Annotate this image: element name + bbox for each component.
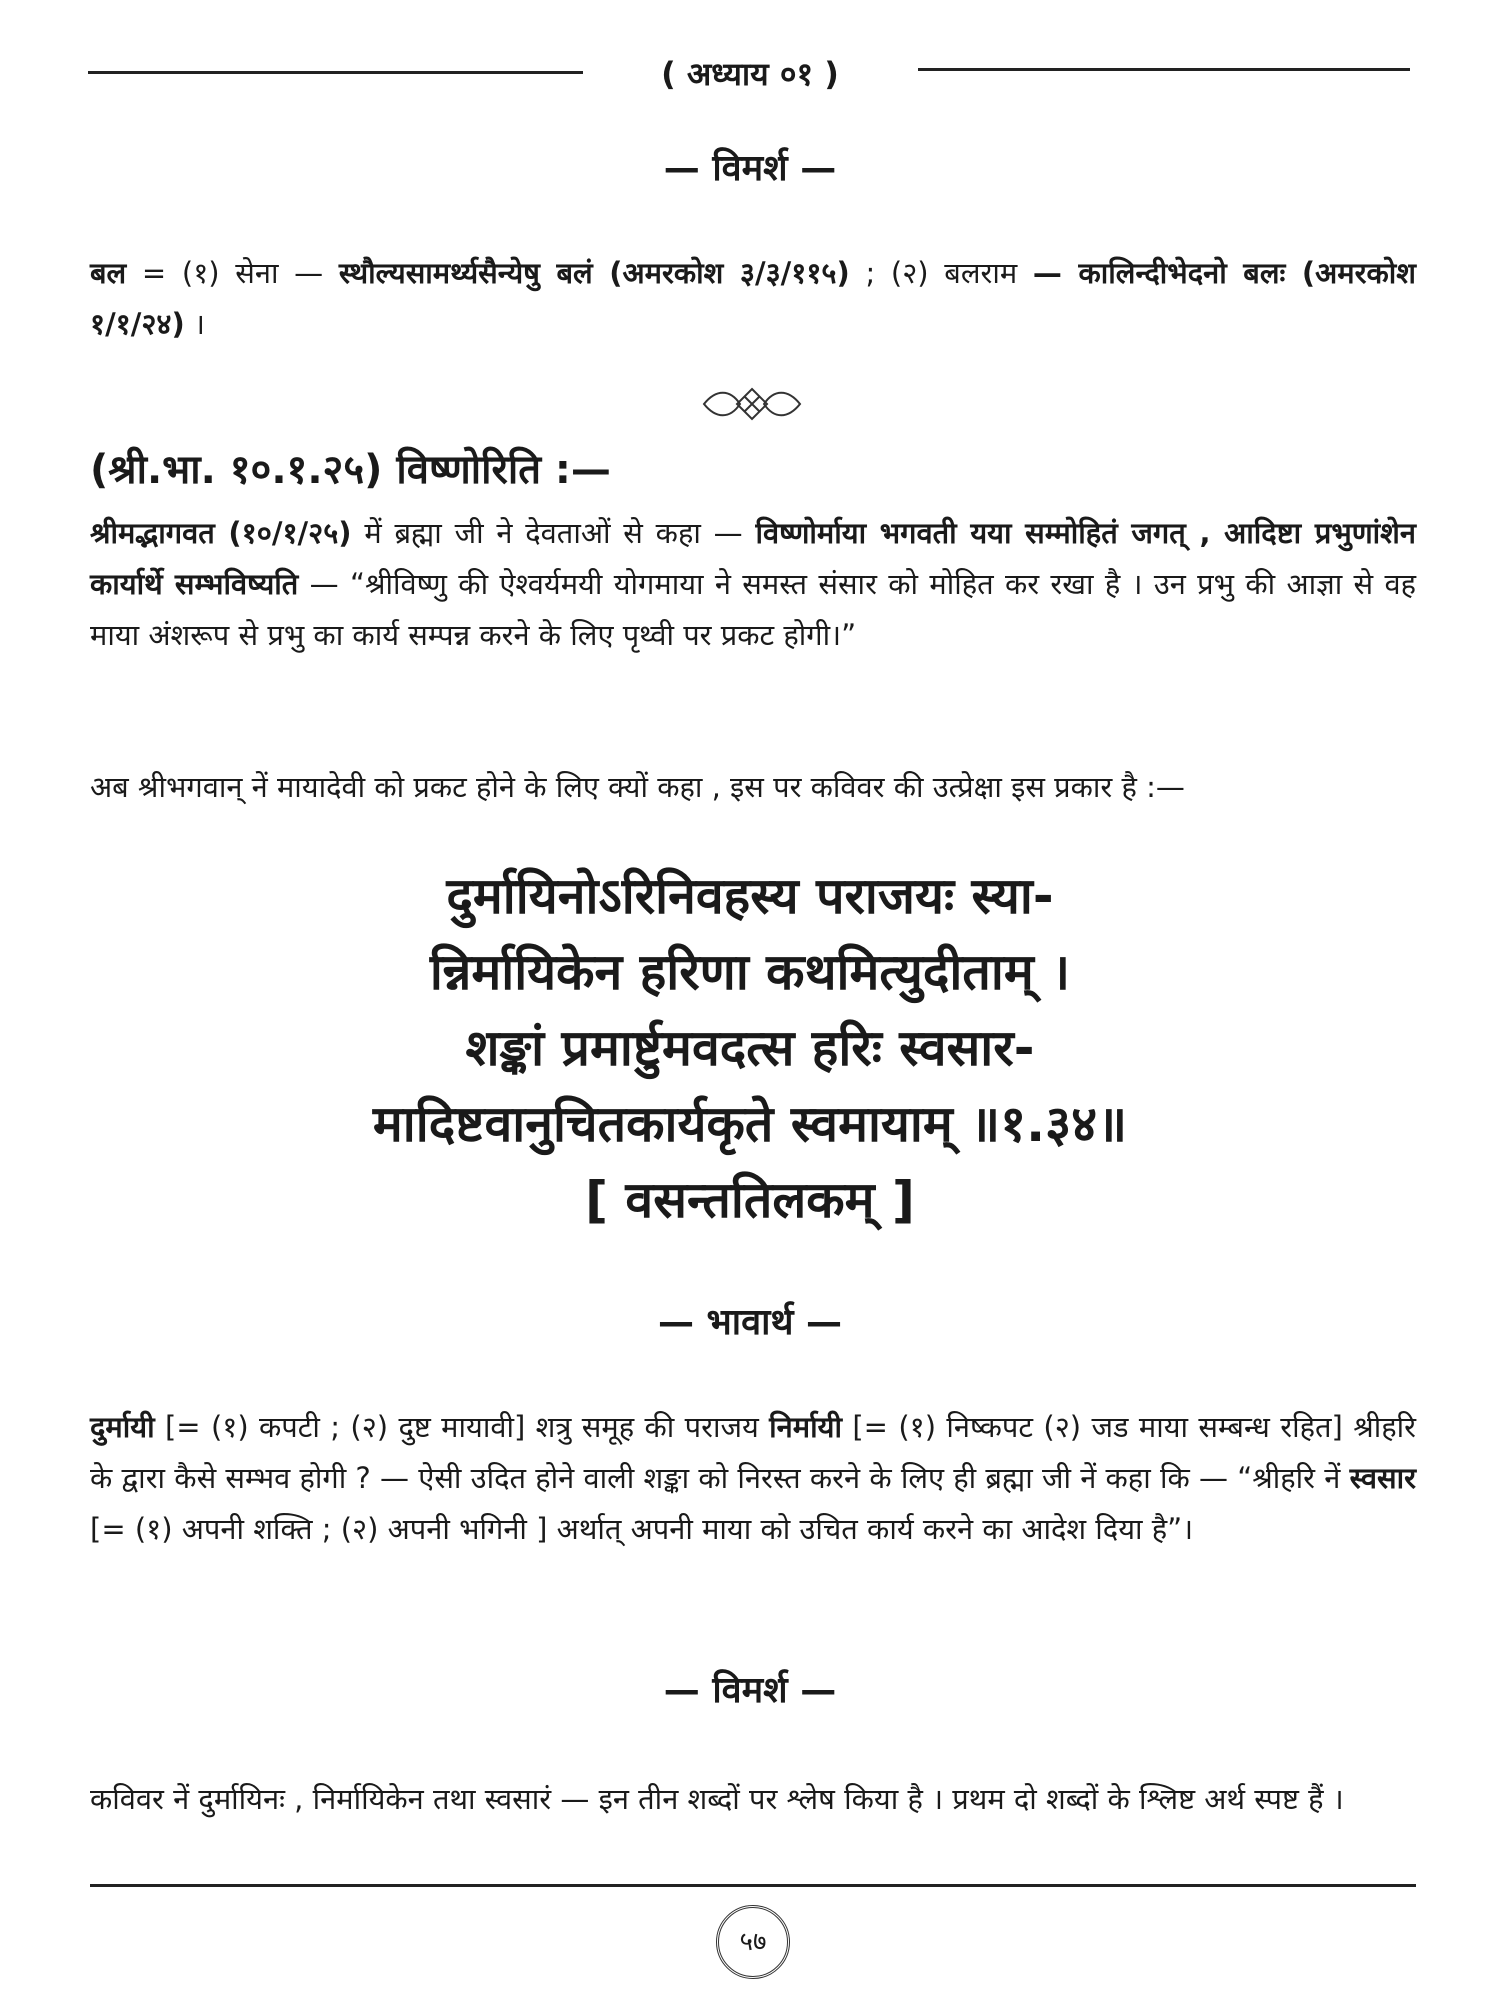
text-segment: [= (१) अपनी शक्ति ; (२) अपनी भगिनी ] अर्थात् अपनी माया को उचित कार्य करने का आदेश दिया है”। xyxy=(90,1512,1194,1546)
text-segment: विष्णोर्माया भगवती यया सम्मोहितं जगत् , आदिष्टा प्रभुणांशेन कार्यार्थे सम्भविष्यति xyxy=(90,516,1416,601)
text-segment: । xyxy=(184,307,205,341)
text-segment: दुर्मायी xyxy=(90,1410,155,1444)
header-rule-right xyxy=(918,68,1410,71)
verse-block xyxy=(0,858,1500,1238)
text-segment: — “श्रीविष्णु की ऐश्वर्यमयी योगमाया ने समस्त संसार को मोहित कर रखा है । उन प्रभु की आज्ञा से वह माया अंशरूप से प्रभु का कार्य सम्पन्न करने के लिए पृथ्वी पर प्रकट होगी।” xyxy=(90,567,1416,652)
paragraph-bhagavat xyxy=(90,508,1416,661)
verse-line: न्निर्मायिकेन हरिणा कथमित्युदीताम् । xyxy=(429,943,1071,1001)
verse-line: शङ्कां प्रमार्ष्टुमवदत्स हरिः स्वसार- xyxy=(465,1019,1035,1077)
text-segment: [= (१) कपटी ; (२) दुष्ट मायावी] शत्रु समूह की पराजय xyxy=(154,1410,770,1444)
section-heading-vimarsh-2: — विमर्श — xyxy=(663,1670,837,1711)
paragraph-bal xyxy=(90,248,1416,350)
text-segment: स्वसार xyxy=(1349,1461,1416,1495)
page-number: ५७ xyxy=(716,1905,790,1979)
section-heading-vishnoriti: (श्री.भा. १०.१.२५) विष्णोरिति :— xyxy=(90,447,611,493)
text-segment: [= (१) निष्कपट (२) जड माया सम्बन्ध रहित] श्रीहरि के द्वारा कैसे सम्भव होगी ? — ऐसी उदित होने वाली शङ्का को निरस्त करने के लिए ही ब्रह्मा जी नें कहा कि — “श्रीहरि नें xyxy=(90,1410,1417,1495)
paragraph-intro: अब श्रीभगवान् नें मायादेवी को प्रकट होने के लिए क्यों कहा , इस पर कविवर की उत्प्रेक्षा इस प्रकार है :— xyxy=(90,770,1185,804)
text-segment: स्थौल्यसामर्थ्यसैन्येषु बलं (अमरकोश ३/३/११५) xyxy=(338,256,850,290)
text-segment: — कालिन्दीभेदनो बलः (अमरकोश १/१/२४) xyxy=(90,256,1417,341)
paragraph-bhavarth xyxy=(90,1402,1416,1555)
section-heading-vimarsh: — विमर्श — xyxy=(663,148,837,189)
text-segment: में ब्रह्मा जी ने देवताओं से कहा — xyxy=(351,516,756,550)
text-segment: निर्मायी xyxy=(769,1410,842,1444)
footer-rule xyxy=(90,1884,1416,1887)
text-segment: बल xyxy=(90,256,127,290)
chapter-title: ( अध्याय ०१ ) xyxy=(661,55,839,93)
text-segment: = (१) सेना — xyxy=(126,256,339,290)
ornament-divider-icon xyxy=(700,385,804,423)
text-segment: श्रीमद्भागवत (१०/१/२५) xyxy=(90,516,352,550)
text-segment: ; (२) बलराम xyxy=(849,256,1033,290)
paragraph-vimarsh-2: कविवर नें दुर्मायिनः , निर्मायिकेन तथा स्वसारं — इन तीन शब्दों पर श्लेष किया है । प्रथम दो शब्दों के श्लिष्ट अर्थ स्पष्ट हैं । xyxy=(90,1782,1344,1816)
verse-line: दुर्मायिनोऽरिनिवहस्य पराजयः स्या- xyxy=(446,867,1054,925)
verse-line: मादिष्टवानुचितकार्यकृते स्वमायाम् ॥१.३४॥ xyxy=(372,1095,1128,1153)
section-heading-bhavarth: — भावार्थ — xyxy=(657,1302,843,1343)
verse-meter: [ वसन्ततिलकम् ] xyxy=(585,1171,915,1229)
